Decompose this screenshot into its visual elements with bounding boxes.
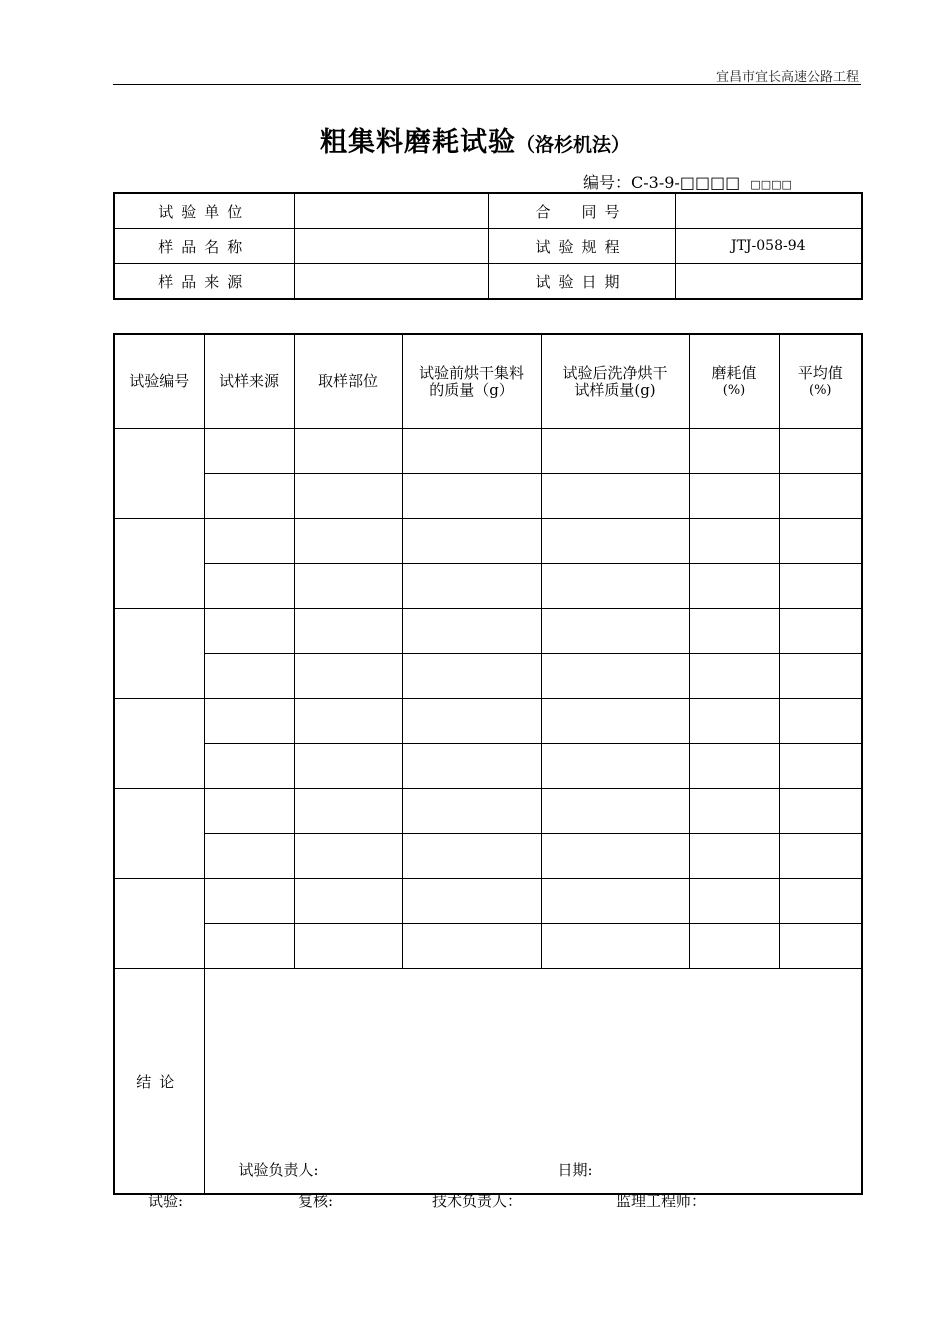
header-test-id: 试验编号 (114, 334, 204, 429)
table-cell[interactable] (779, 789, 862, 834)
table-cell[interactable] (402, 474, 541, 519)
table-cell[interactable] (779, 609, 862, 654)
reviewer-signature-label: 复核: (298, 1192, 334, 1210)
header-average-line1: 平均值 (797, 363, 843, 382)
table-cell[interactable] (402, 609, 541, 654)
table-cell[interactable] (294, 429, 402, 474)
table-cell[interactable] (204, 654, 294, 699)
table-cell[interactable] (779, 834, 862, 879)
table-row (114, 519, 862, 564)
table-row (114, 564, 862, 609)
conclusion-label: 结论 (114, 969, 204, 1195)
header-sample-source: 试样来源 (204, 334, 294, 429)
table-row (114, 834, 862, 879)
table-cell[interactable] (689, 699, 779, 744)
table-cell[interactable] (689, 609, 779, 654)
table-cell[interactable] (294, 879, 402, 924)
info-label: 试验日期 (488, 264, 675, 300)
table-cell[interactable] (402, 564, 541, 609)
table-header-row (114, 334, 862, 429)
table-cell[interactable] (779, 924, 862, 969)
table-cell[interactable] (779, 879, 862, 924)
info-table (113, 192, 863, 300)
title-sub: （洛杉机法） (515, 134, 630, 156)
info-row (114, 193, 862, 229)
test-id-cell[interactable] (114, 519, 204, 609)
table-cell[interactable] (204, 564, 294, 609)
header-organization: 宜昌市宜长高速公路工程 (715, 70, 859, 85)
table-cell[interactable] (541, 834, 689, 879)
tester-signature-label: 试验: (148, 1192, 184, 1210)
table-cell[interactable] (204, 744, 294, 789)
table-cell[interactable] (402, 789, 541, 834)
header-mass-after-line2: 试样质量(g) (574, 380, 656, 399)
header-abrasion-loss-unit: (%) (722, 382, 746, 398)
table-cell[interactable] (541, 924, 689, 969)
header-mass-before-line1: 试验前烘干集料 (418, 363, 524, 382)
table-cell[interactable] (779, 474, 862, 519)
table-row (114, 654, 862, 699)
conclusion-date-label: 日期: (557, 1161, 593, 1179)
header-mass-after-line1: 试验后洗净烘干 (562, 363, 668, 382)
conclusion-row (114, 969, 862, 1195)
table-row (114, 429, 862, 474)
table-cell[interactable] (689, 474, 779, 519)
table-cell[interactable] (779, 519, 862, 564)
info-label: 试验规程 (488, 229, 675, 264)
table-row (114, 474, 862, 519)
info-value-field[interactable] (294, 229, 488, 264)
table-cell[interactable] (204, 519, 294, 564)
table-cell[interactable] (204, 429, 294, 474)
table-row (114, 744, 862, 789)
table-cell[interactable] (294, 834, 402, 879)
table-row (114, 924, 862, 969)
header-average-unit: (%) (809, 382, 832, 398)
table-cell[interactable] (294, 744, 402, 789)
table-row (114, 699, 862, 744)
table-cell[interactable] (779, 699, 862, 744)
table-cell[interactable] (402, 429, 541, 474)
table-cell[interactable] (402, 699, 541, 744)
table-cell[interactable] (689, 834, 779, 879)
info-value-field[interactable] (675, 264, 862, 300)
test-id-cell[interactable] (114, 789, 204, 879)
test-id-cell[interactable] (114, 699, 204, 789)
table-cell[interactable] (402, 744, 541, 789)
table-cell[interactable] (294, 474, 402, 519)
test-id-cell[interactable] (114, 879, 204, 969)
table-row (114, 789, 862, 834)
table-cell[interactable] (541, 609, 689, 654)
table-cell[interactable] (294, 564, 402, 609)
table-cell[interactable] (689, 519, 779, 564)
test-responsible-label: 试验负责人: (238, 1161, 319, 1179)
table-cell[interactable] (541, 699, 689, 744)
table-cell[interactable] (779, 429, 862, 474)
info-row (114, 229, 862, 264)
header-sampling-location: 取样部位 (294, 334, 402, 429)
info-value-field[interactable] (294, 264, 488, 300)
form-code (583, 170, 792, 193)
header-average (779, 334, 862, 429)
table-cell[interactable] (779, 654, 862, 699)
supervisor-signature-label: 监理工程师： (616, 1192, 707, 1210)
table-cell[interactable] (204, 834, 294, 879)
header-mass-before (402, 334, 541, 429)
table-cell[interactable] (779, 744, 862, 789)
table-cell[interactable] (204, 699, 294, 744)
info-row (114, 264, 862, 300)
table-cell[interactable] (204, 609, 294, 654)
table-cell[interactable] (204, 474, 294, 519)
table-cell[interactable] (204, 879, 294, 924)
info-value-field[interactable] (675, 193, 862, 229)
table-cell[interactable] (689, 879, 779, 924)
title-main: 粗集料磨耗试验 (319, 127, 516, 158)
info-label: 试验单位 (114, 193, 294, 229)
table-cell[interactable] (689, 429, 779, 474)
header-mass-after (541, 334, 689, 429)
header-mass-before-line2: 的质量（g） (429, 380, 514, 399)
table-cell[interactable] (294, 654, 402, 699)
table-cell[interactable] (541, 744, 689, 789)
test-id-cell[interactable] (114, 609, 204, 699)
header-abrasion-loss (689, 334, 779, 429)
info-label: 合 同号 (488, 193, 675, 229)
table-cell[interactable] (204, 789, 294, 834)
form-title (0, 120, 950, 159)
table-cell[interactable] (689, 789, 779, 834)
test-results-table (113, 333, 863, 1195)
table-cell[interactable] (689, 654, 779, 699)
table-cell[interactable] (541, 654, 689, 699)
table-cell[interactable] (689, 564, 779, 609)
table-cell[interactable] (294, 519, 402, 564)
header-divider (113, 84, 861, 85)
test-id-cell[interactable] (114, 429, 204, 519)
table-row (114, 879, 862, 924)
conclusion-field[interactable] (204, 969, 862, 1195)
table-row (114, 609, 862, 654)
table-cell[interactable] (294, 924, 402, 969)
form-code-suffix: □□□□ (750, 178, 792, 191)
header-abrasion-loss-line1: 磨耗值 (711, 363, 757, 382)
table-cell[interactable] (779, 564, 862, 609)
table-cell[interactable] (541, 429, 689, 474)
tech-lead-signature-label: 技术负责人： (432, 1192, 523, 1210)
table-cell[interactable] (402, 924, 541, 969)
table-cell[interactable] (689, 924, 779, 969)
table-cell[interactable] (402, 879, 541, 924)
table-cell[interactable] (541, 474, 689, 519)
info-value-field[interactable] (294, 193, 488, 229)
table-cell[interactable] (294, 789, 402, 834)
form-code-label: 编号：C-3-9-□□□□ (583, 173, 741, 192)
table-cell[interactable] (204, 924, 294, 969)
table-cell[interactable] (294, 609, 402, 654)
info-label: 样品名称 (114, 229, 294, 264)
table-cell[interactable] (294, 699, 402, 744)
table-cell[interactable] (402, 834, 541, 879)
table-cell[interactable] (541, 789, 689, 834)
table-cell[interactable] (541, 519, 689, 564)
table-cell[interactable] (541, 564, 689, 609)
info-value-field[interactable]: JTJ-058-94 (675, 229, 862, 264)
table-cell[interactable] (541, 879, 689, 924)
table-cell[interactable] (689, 744, 779, 789)
info-label: 样品来源 (114, 264, 294, 300)
table-cell[interactable] (402, 519, 541, 564)
table-cell[interactable] (402, 654, 541, 699)
